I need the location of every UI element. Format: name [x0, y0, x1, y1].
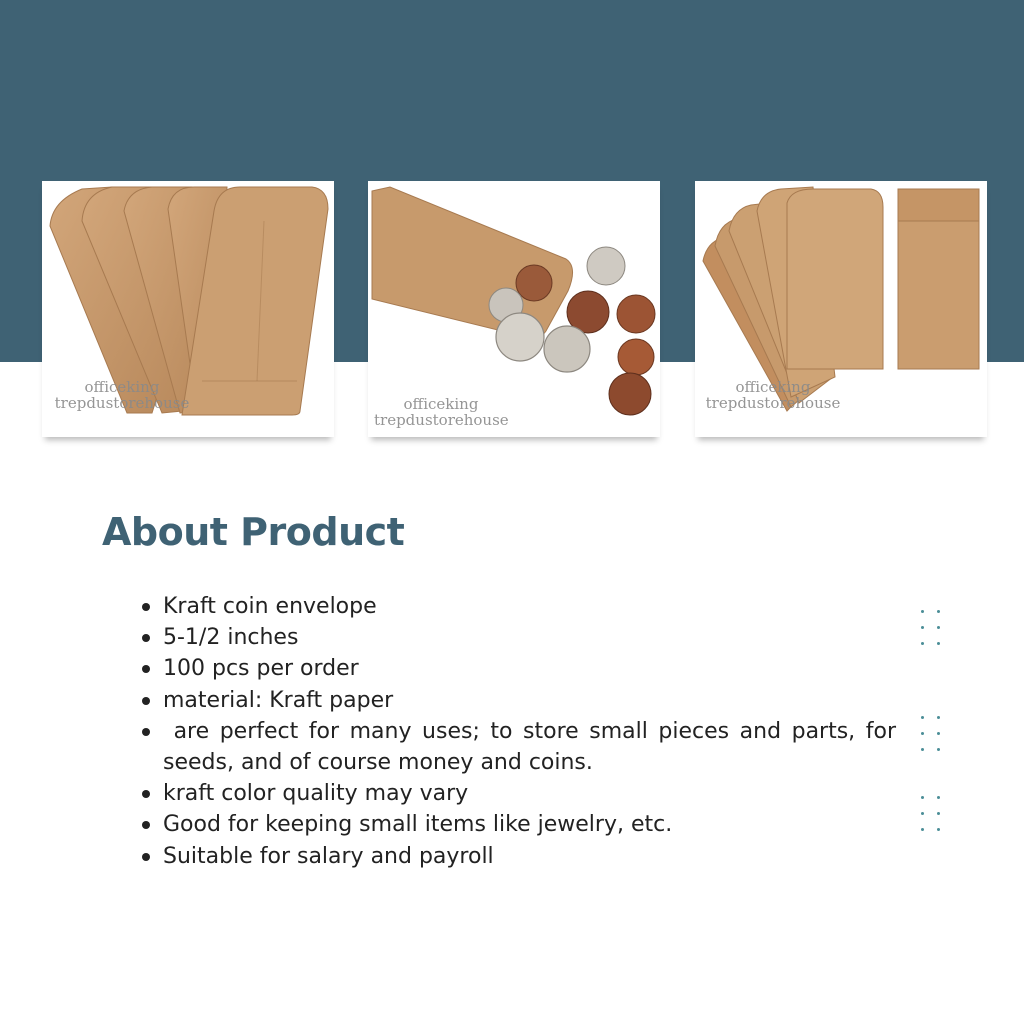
watermark-line: trepdustorehouse: [374, 411, 509, 429]
product-photo-envelopes-fanned: [42, 181, 334, 437]
feature-item: Kraft coin envelope: [140, 591, 896, 622]
watermark-line: officeking: [403, 395, 479, 413]
product-photo-envelope-coins: [368, 181, 660, 437]
watermark-line: officeking: [84, 378, 160, 396]
photo-watermark: [52, 379, 192, 411]
decorative-dot-grid: [921, 796, 941, 836]
product-photo-envelopes-front-back: [695, 181, 987, 437]
photo-watermark: [703, 379, 843, 411]
watermark-line: trepdustorehouse: [705, 394, 841, 412]
feature-item: kraft color quality may vary: [140, 778, 896, 809]
feature-item: material: Kraft paper: [140, 685, 896, 716]
feature-item: Good for keeping small items like jewelry, etc.: [140, 809, 896, 840]
decorative-dot-grid: [921, 716, 941, 756]
watermark-line: trepdustorehouse: [54, 394, 190, 412]
feature-item: 5-1/2 inches: [140, 622, 896, 653]
watermark-line: officeking: [735, 378, 811, 396]
decorative-dot-grid: [921, 610, 941, 650]
about-product-heading: About Product: [102, 510, 405, 554]
feature-item: are perfect for many uses; to store small pieces and parts, for seeds, and of course money and coins.: [140, 716, 896, 778]
feature-item: Suitable for salary and payroll: [140, 841, 896, 872]
photo-watermark: [374, 396, 508, 428]
feature-item: 100 pcs per order: [140, 653, 896, 684]
feature-list: [140, 591, 903, 872]
